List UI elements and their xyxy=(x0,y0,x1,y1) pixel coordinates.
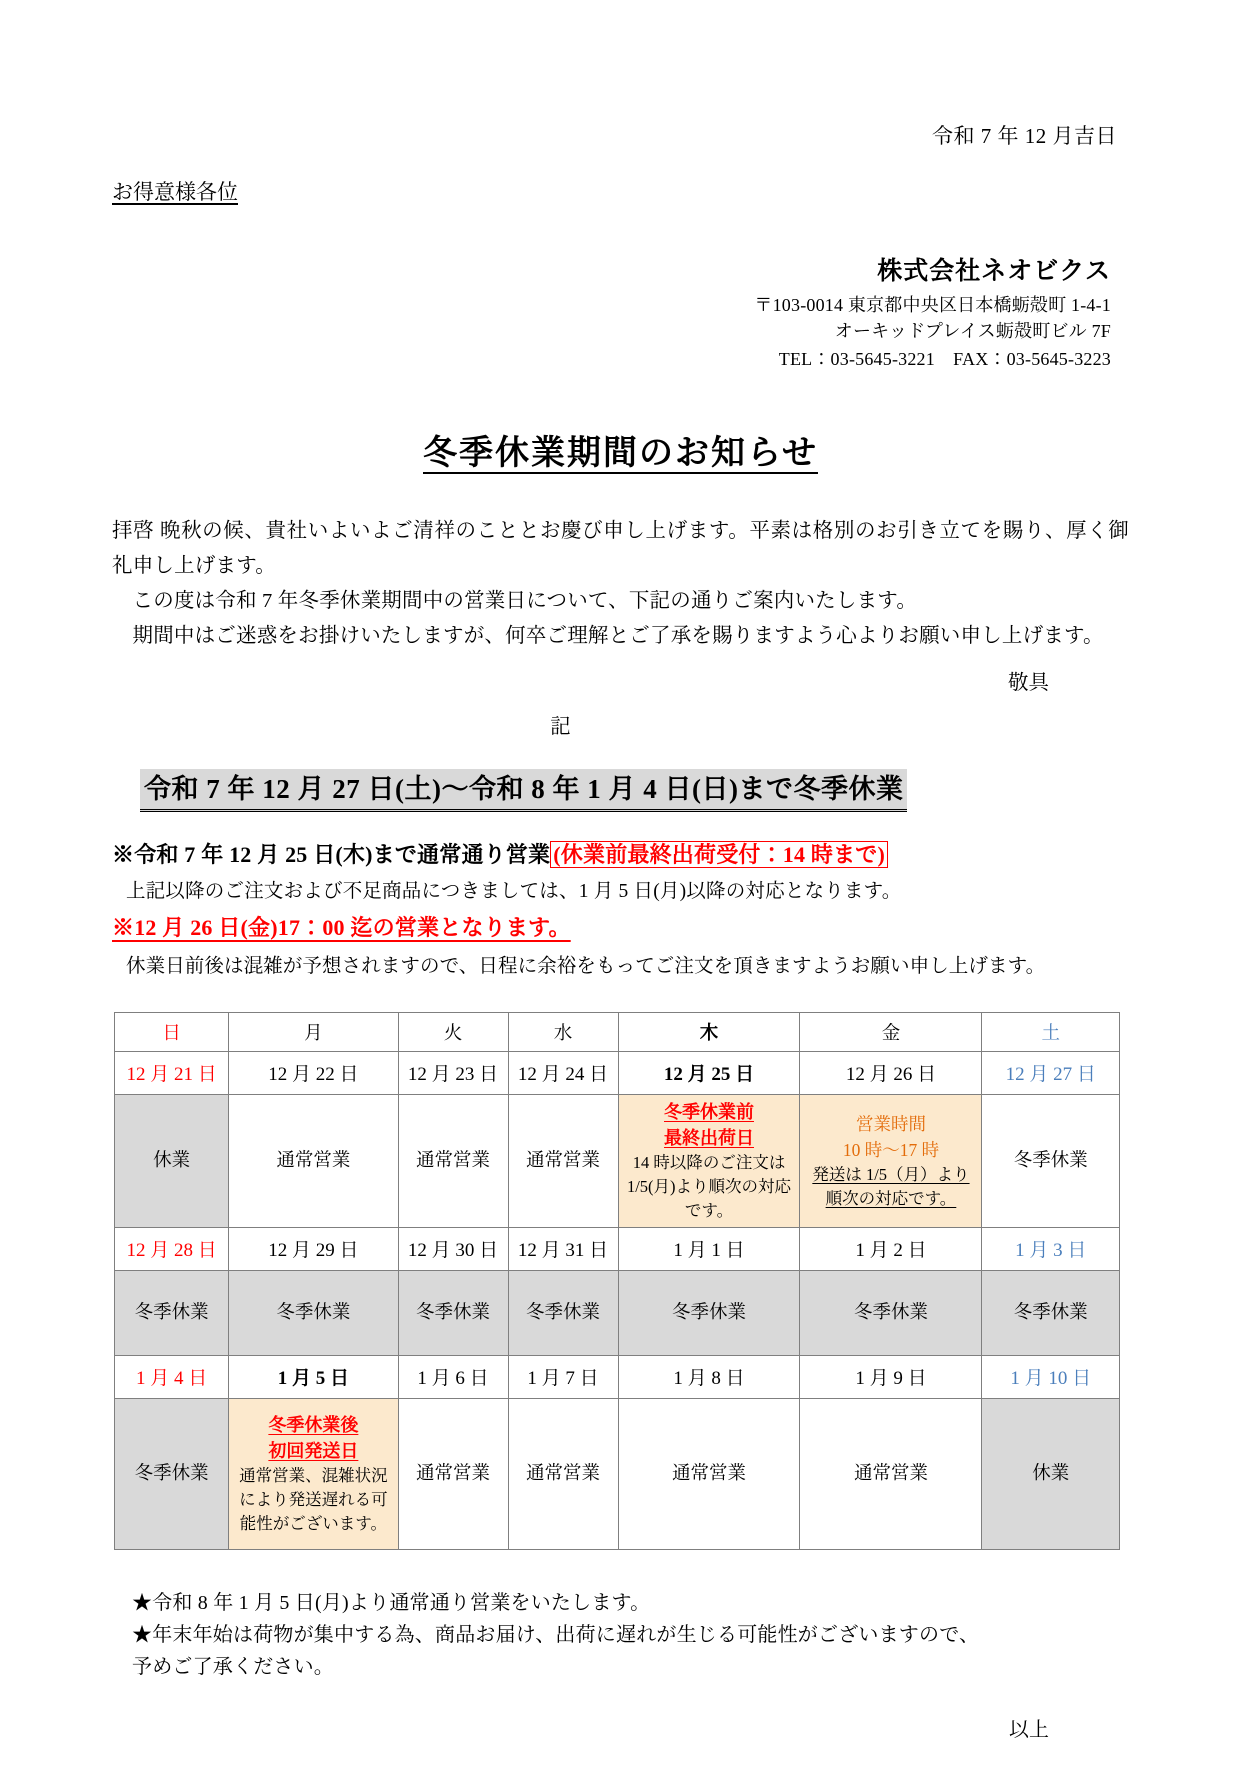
notice-line-2: 上記以降のご注文および不足商品につきましては、1 月 5 日(月)以降の対応となります。 xyxy=(126,880,902,902)
dow-header-sun: 日 xyxy=(115,1012,229,1051)
date-cell-w3-thu: 1 月 8 日 xyxy=(618,1355,800,1398)
status-cell-w2-sat xyxy=(982,1270,1120,1355)
document-date: 令和 7 年 12 月吉日 xyxy=(932,124,1117,148)
sender-block xyxy=(112,254,1111,373)
page-title: 冬季休業期間のお知らせ xyxy=(423,434,818,472)
company-address-line1: 〒103-0014 東京都中央区日本橋蛎殻町 1-4-1 xyxy=(754,295,1111,316)
status-cell-w1-sat xyxy=(982,1094,1120,1227)
calendar-dates-row-week2 xyxy=(115,1227,1120,1270)
calendar-content-row-week3 xyxy=(115,1398,1120,1549)
notice-3-text: ※12 月 26 日(金)17：00 迄の営業となります。 xyxy=(112,914,571,940)
footer-end-marker: 以上 xyxy=(1009,1718,1049,1741)
body-paragraph-3: 期間中はご迷惑をお掛けいたしますが、何卒ご理解とご了承を賜りますよう心よりお願い申し上げます。 xyxy=(132,625,1104,648)
addressee-line: お得意様各位 xyxy=(112,180,238,204)
status-text: 通常営業 xyxy=(526,1150,601,1171)
status-text: 休業 xyxy=(1032,1463,1070,1484)
date-cell-w1-sat: 12 月 27 日 xyxy=(982,1051,1120,1094)
date-cell-w1-tue: 12 月 23 日 xyxy=(398,1051,508,1094)
status-text: 冬季休業 xyxy=(672,1302,747,1323)
status-text: 通常営業 xyxy=(416,1463,491,1484)
footer-note-2-line1: ★年末年始は荷物が集中する為、商品お届け、出荷に遅れが生じる可能性がございますので、 xyxy=(132,1623,980,1646)
status-text: 冬季休業 xyxy=(416,1302,491,1323)
company-name: 株式会社ネオビクス xyxy=(877,258,1111,285)
highlight-line-2: 最終出荷日 xyxy=(664,1128,754,1149)
holiday-calendar-table xyxy=(114,1012,1120,1550)
status-text: 冬季休業 xyxy=(134,1302,209,1323)
status-text: 休業 xyxy=(153,1150,191,1171)
dow-header-mon: 月 xyxy=(229,1012,398,1051)
notice-line-4: 休業日前後は混雑が予想されますので、日程に余裕をもってご注文を頂きますようお願い申し上げます。 xyxy=(126,955,1046,977)
dow-header-sat: 土 xyxy=(982,1012,1120,1051)
dow-header-tue: 火 xyxy=(398,1012,508,1051)
body-paragraph-2: この度は令和 7 年冬季休業期間中の営業日について、下記の通りご案内いたします。 xyxy=(132,590,918,613)
status-cell-w1-sun xyxy=(115,1094,229,1227)
status-cell-w3-tue xyxy=(398,1398,508,1549)
status-cell-w1-tue xyxy=(398,1094,508,1227)
date-cell-w1-wed: 12 月 24 日 xyxy=(508,1051,618,1094)
notice-1-plain-text: ※令和 7 年 12 月 25 日(木)まで通常通り営業 xyxy=(112,841,551,867)
status-cell-w2-wed xyxy=(508,1270,618,1355)
status-cell-w3-thu xyxy=(618,1398,800,1549)
calendar-dates-row-week1 xyxy=(115,1051,1120,1094)
dow-header-thu: 木 xyxy=(618,1012,800,1051)
date-cell-w2-fri: 1 月 2 日 xyxy=(800,1227,982,1270)
notice-line-1 xyxy=(112,838,1129,869)
footer-note-2-line2: 予めご了承ください。 xyxy=(132,1655,334,1678)
date-cell-w1-mon: 12 月 22 日 xyxy=(229,1051,398,1094)
calendar-content-row-week2 xyxy=(115,1270,1120,1355)
status-text: 冬季休業 xyxy=(1013,1150,1088,1171)
date-cell-w1-sun: 12 月 21 日 xyxy=(115,1051,229,1094)
date-cell-w3-fri: 1 月 9 日 xyxy=(800,1355,982,1398)
dow-header-wed: 水 xyxy=(508,1012,618,1051)
status-text: 通常営業 xyxy=(672,1463,747,1484)
date-cell-w3-sat: 1 月 10 日 xyxy=(982,1355,1120,1398)
status-cell-w1-fri-short-hours xyxy=(800,1094,982,1227)
status-text: 冬季休業 xyxy=(526,1302,601,1323)
status-cell-w1-thu-last-shipping xyxy=(618,1094,800,1227)
cell-detail-text: 通常営業、混雑状況により発送遅れる可能性がございます。 xyxy=(239,1466,388,1534)
calendar-dow-header-row xyxy=(115,1012,1120,1051)
period-banner-wrapper xyxy=(140,769,1129,812)
holiday-period-banner: 令和 7 年 12 月 27 日(土)～令和 8 年 1 月 4 日(日)まで冬季休業 xyxy=(140,769,907,812)
cell-detail-text: 14 時以降のご注文は 1/5(月)より順次の対応です。 xyxy=(626,1153,792,1221)
highlight-line-1: 営業時間 xyxy=(855,1113,926,1134)
company-address-line2: オーキッドプレイス蛎殻町ビル 7F xyxy=(834,321,1111,342)
status-text: 冬季休業 xyxy=(276,1302,351,1323)
date-cell-w2-wed: 12 月 31 日 xyxy=(508,1227,618,1270)
date-cell-w3-sun: 1 月 4 日 xyxy=(115,1355,229,1398)
highlight-line-2: 10 時～17 時 xyxy=(842,1140,940,1161)
date-cell-w3-tue: 1 月 6 日 xyxy=(398,1355,508,1398)
ki-marker: 記 xyxy=(550,715,571,738)
status-text: 冬季休業 xyxy=(1013,1302,1088,1323)
status-cell-w3-fri xyxy=(800,1398,982,1549)
body-paragraph-1: 拝啓 晩秋の候、貴社いよいよご清祥のこととお慶び申し上げます。平素は格別のお引き立てを賜り、厚く御礼申し上げます。 xyxy=(112,519,1129,577)
status-cell-w1-mon xyxy=(229,1094,398,1227)
highlight-line-1: 冬季休業前 xyxy=(664,1101,754,1122)
status-cell-w3-wed xyxy=(508,1398,618,1549)
cell-detail-text: 発送は 1/5（月）より順次の対応です。 xyxy=(812,1165,970,1209)
highlight-line-2: 初回発送日 xyxy=(268,1441,359,1462)
date-cell-w2-sun: 12 月 28 日 xyxy=(115,1227,229,1270)
status-text: 通常営業 xyxy=(416,1150,491,1171)
footer-notes xyxy=(132,1588,1129,1683)
status-cell-w3-sun xyxy=(115,1398,229,1549)
status-cell-w2-fri xyxy=(800,1270,982,1355)
date-cell-w1-thu: 12 月 25 日 xyxy=(618,1051,800,1094)
status-cell-w2-tue xyxy=(398,1270,508,1355)
status-cell-w2-mon xyxy=(229,1270,398,1355)
dow-header-fri: 金 xyxy=(800,1012,982,1051)
status-cell-w2-thu xyxy=(618,1270,800,1355)
status-cell-w2-sun xyxy=(115,1270,229,1355)
date-cell-w2-thu: 1 月 1 日 xyxy=(618,1227,800,1270)
date-cell-w1-fri: 12 月 26 日 xyxy=(800,1051,982,1094)
notice-line-3 xyxy=(112,911,1129,942)
notice-1-boxed-text: (休業前最終出荷受付：14 時まで) xyxy=(550,841,888,868)
status-text: 通常営業 xyxy=(526,1463,601,1484)
status-cell-w3-sat xyxy=(982,1398,1120,1549)
company-tel-fax: TEL：03-5645-3221 FAX：03-5645-3223 xyxy=(778,349,1111,370)
highlight-line-1: 冬季休業後 xyxy=(268,1414,359,1435)
date-cell-w3-wed: 1 月 7 日 xyxy=(508,1355,618,1398)
status-text: 冬季休業 xyxy=(134,1463,209,1484)
date-cell-w2-sat: 1 月 3 日 xyxy=(982,1227,1120,1270)
calendar-dates-row-week3 xyxy=(115,1355,1120,1398)
closing-keigu: 敬具 xyxy=(1008,671,1049,694)
date-cell-w3-mon: 1 月 5 日 xyxy=(229,1355,398,1398)
status-cell-w1-wed xyxy=(508,1094,618,1227)
calendar-content-row-week1 xyxy=(115,1094,1120,1227)
date-cell-w2-tue: 12 月 30 日 xyxy=(398,1227,508,1270)
date-cell-w2-mon: 12 月 29 日 xyxy=(229,1227,398,1270)
status-cell-w3-mon-first-shipping xyxy=(229,1398,398,1549)
status-text: 通常営業 xyxy=(853,1463,928,1484)
status-text: 冬季休業 xyxy=(853,1302,928,1323)
footer-note-1: ★令和 8 年 1 月 5 日(月)より通常通り営業をいたします。 xyxy=(132,1591,651,1614)
status-text: 通常営業 xyxy=(276,1150,351,1171)
